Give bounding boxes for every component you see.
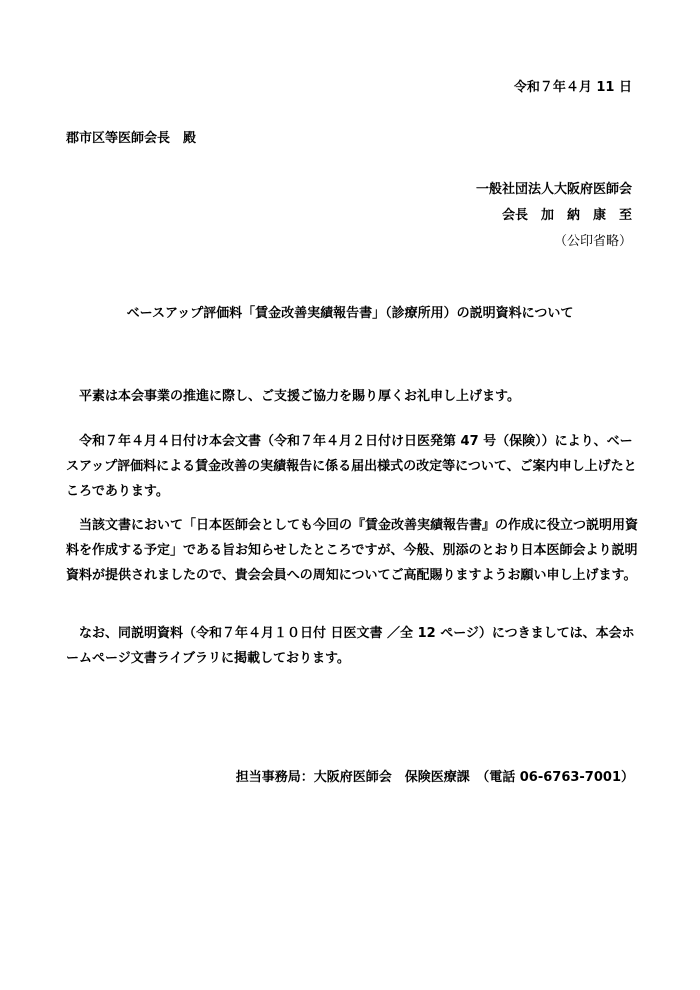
body-paragraph: 令和７年４月４日付け本会文書（令和７年４月２日付け日医発第 47 号（保険））により、ベースアップ評価料による賃金改善の実績報告に係る届出様式の改定等について、ご案内申し上げたところであります。 [66,434,637,499]
body-paragraph: 平素は本会事業の推進に際し、ご支援ご協力を賜り厚くお礼申し上げます。 [79,389,520,404]
body-paragraph: なお、同説明資料（令和７年４月１０日付 日医文書 ／全 12 ページ）につきましては、本会ホームページ文書ライブラリに掲載しております。 [66,626,635,666]
sender-organization: 一般社団法人大阪府医師会 [475,182,632,197]
document-subject: ベースアップ評価料「賃金改善実績報告書」（診療所用）の説明資料について [126,306,574,321]
seal-note: （公印省略） [553,234,632,249]
document-date: 令和７年４月 11 日 [513,80,632,95]
contact-info: 担当事務局：大阪府医師会 保険医療課 （電話 06-6763-7001） [235,770,634,785]
body-paragraph: 当該文書において「日本医師会としても今回の『賃金改善実績報告書』の作成に役立つ説明用資料を作成する予定」である旨お知らせしたところですが、今般、別添のとおり日本医師会より説明資料が提供されましたので、貴会会員への周知についてご高配賜りますようお願い申し上げます。 [66,518,639,583]
addressee: 郡市区等医師会長 殿 [66,131,197,146]
sender-name: 会長 加 納 康 至 [501,208,632,223]
